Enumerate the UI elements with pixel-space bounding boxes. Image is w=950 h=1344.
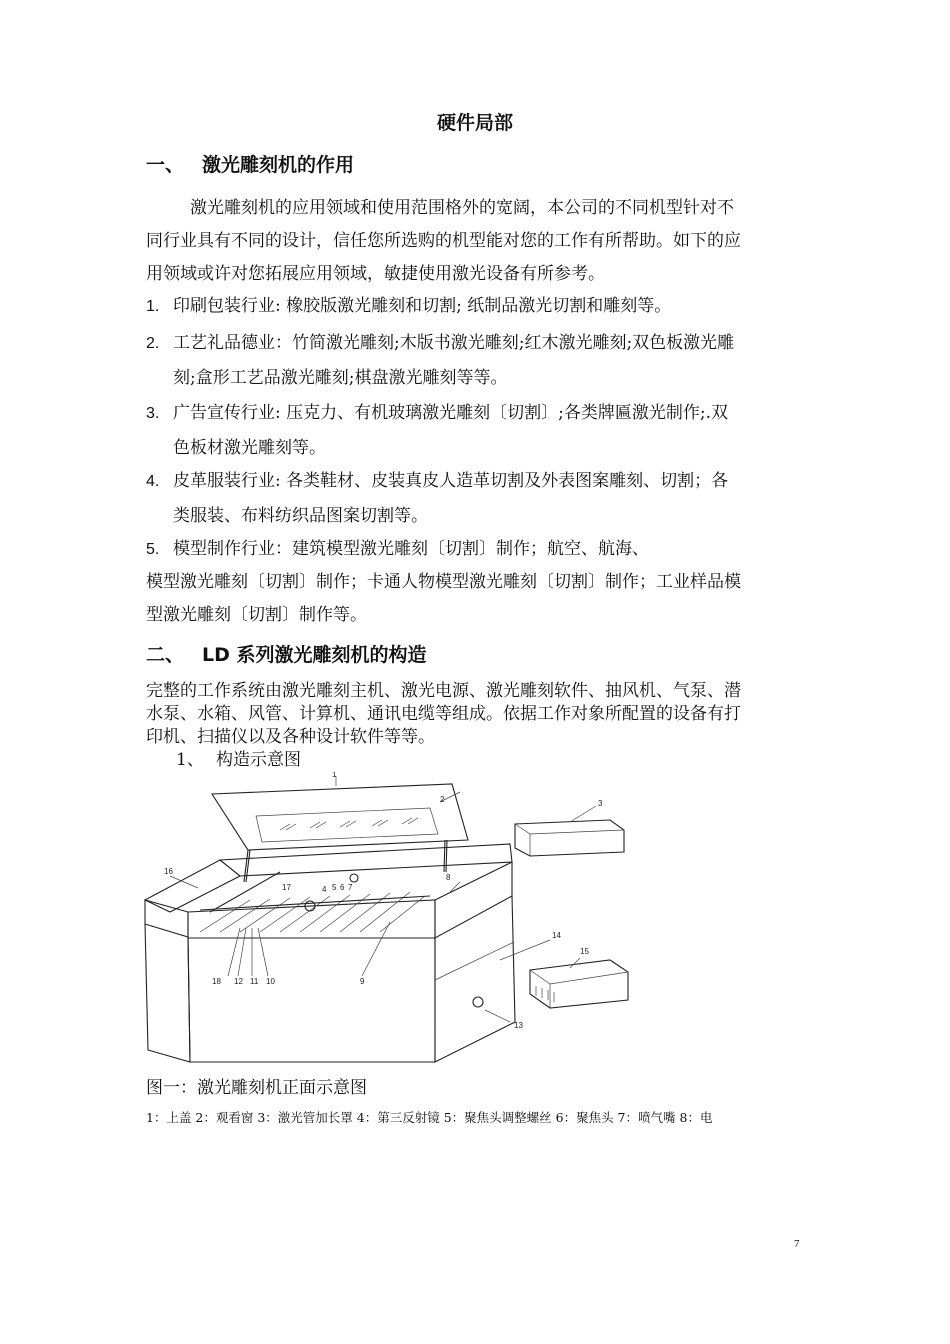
- callout-15: 15: [580, 947, 589, 956]
- callout-12: 12: [234, 977, 243, 986]
- callout-9: 9: [360, 977, 365, 986]
- callout-8: 8: [446, 873, 451, 882]
- machine-structure-diagram: [140, 772, 640, 1072]
- callout-16: 16: [164, 867, 173, 876]
- callout-14: 14: [552, 931, 561, 940]
- section2-body: [146, 680, 814, 749]
- lid: [212, 784, 468, 850]
- list-item-text: 类服装、布料纺织品图案切割等。: [173, 506, 428, 526]
- section2-title: LD 系列激光雕刻机的构造: [202, 644, 427, 666]
- list-item: [146, 289, 671, 324]
- lid-strut-right: [444, 840, 447, 872]
- list-item-text: 模型制作行业：建筑模型激光雕刻〔切割〕制作；航空、航海、: [173, 539, 649, 559]
- callout-4: 4: [322, 885, 327, 894]
- section1-tail: [146, 566, 814, 632]
- body-line: 水泵、水箱、风管、计算机、通讯电缆等组成。依据工作对象所配置的设备有打: [146, 704, 741, 724]
- callout-17: 17: [282, 883, 291, 892]
- figure-caption: 图一：激光雕刻机正面示意图: [146, 1078, 367, 1098]
- power-supply: [530, 960, 628, 1008]
- body-line: 完整的工作系统由激光雕刻主机、激光电源、激光雕刻软件、抽风机、气泵、潜: [146, 681, 741, 701]
- list-item-text: 广告宣传行业: 压克力、有机玻璃激光雕刻〔切割〕;各类牌匾激光制作;.双: [173, 403, 728, 423]
- callout-5: 5: [332, 883, 337, 892]
- callout-13: 13: [514, 1021, 523, 1030]
- section1-number: 一、: [146, 154, 185, 176]
- list-item-text: 印刷包装行业: 橡胶版激光雕刻和切割; 纸制品激光切割和雕刻等。: [173, 296, 672, 316]
- body-right-side: [435, 896, 515, 1062]
- list-item-text: 工艺礼品德业：竹简激光雕刻;木版书激光雕刻;红木激光雕刻;双色板激光雕: [173, 333, 735, 353]
- laser-tube-cover: [515, 820, 624, 856]
- window-hatch: [280, 818, 418, 830]
- section2-number: 二、: [146, 644, 185, 666]
- list-item-text: 皮革服装行业: 各类鞋材、皮装真皮人造革切割及外表图案雕刻、切割；各: [173, 471, 729, 491]
- callout-10: 10: [266, 977, 275, 986]
- body-front: [188, 938, 435, 1062]
- callout-3: 3: [598, 799, 603, 808]
- list-item-text: 刻;盒形工艺品激光雕刻;棋盘激光雕刻等等。: [173, 368, 508, 388]
- callout-11: 11: [250, 977, 259, 986]
- work-area-front: [188, 900, 435, 938]
- section1-title: 激光雕刻机的作用: [202, 154, 355, 176]
- subsection-number: 1、: [176, 750, 204, 770]
- callout-6: 6: [340, 883, 345, 892]
- section1-intro: [146, 192, 814, 291]
- view-window: [256, 808, 438, 842]
- callout-1: 1: [332, 772, 337, 779]
- section2-heading: [146, 640, 427, 667]
- callout-2: 2: [440, 795, 445, 804]
- lid-strut-left: [244, 850, 250, 882]
- section1-heading: [146, 150, 354, 177]
- door-knob: [473, 997, 483, 1007]
- figure-legend: 1：上盖 2：观看窗 3：激光管加长罩 4：第三反射镜 5：聚焦头调整螺丝 6：聚焦头 7：喷气嘴 8：电: [146, 1110, 713, 1125]
- tail-line: 模型激光雕刻〔切割〕制作；卡通人物模型激光雕刻〔切割〕制作；工业样品模: [146, 572, 741, 592]
- intro-line: 激光雕刻机的应用领域和使用范围格外的宽阔，本公司的不同机型针对不: [190, 198, 734, 218]
- laser-tube-cover-edge: [515, 824, 624, 856]
- intro-line: 同行业具有不同的设计，信任您所选购的机型能对您的工作有所帮助。如下的应: [146, 231, 741, 251]
- list-item: [146, 532, 649, 567]
- subsection-title: 构造示意图: [216, 750, 301, 770]
- callout-7: 7: [348, 883, 353, 892]
- list-item: [146, 396, 728, 465]
- list-item-text: 色板材激光雕刻等。: [173, 438, 326, 458]
- list-item: [146, 464, 728, 533]
- body-line: 印机、扫描仪以及各种设计软件等等。: [146, 727, 435, 747]
- page-number: 7: [794, 1238, 800, 1250]
- list-item-number: 5.: [146, 541, 160, 558]
- intro-line: 用领域或许对您拓展应用领域，敏捷使用激光设备有所参考。: [146, 264, 605, 284]
- blower-nozzle: [350, 874, 358, 882]
- list-item-number: 4.: [146, 473, 160, 490]
- cabinet-divider: [435, 942, 514, 980]
- subsection-heading: [176, 745, 301, 770]
- list-item-number: 2.: [146, 335, 160, 352]
- body-left-side: [145, 924, 190, 1062]
- callout-18: 18: [212, 977, 221, 986]
- power-supply-edge: [530, 970, 628, 1008]
- list-item: [146, 326, 734, 395]
- tail-line: 型激光雕刻〔切割〕制作等。: [146, 605, 367, 625]
- page-title: 硬件局部: [436, 112, 513, 134]
- list-item-number: 1.: [146, 298, 160, 315]
- list-item-number: 3.: [146, 405, 160, 422]
